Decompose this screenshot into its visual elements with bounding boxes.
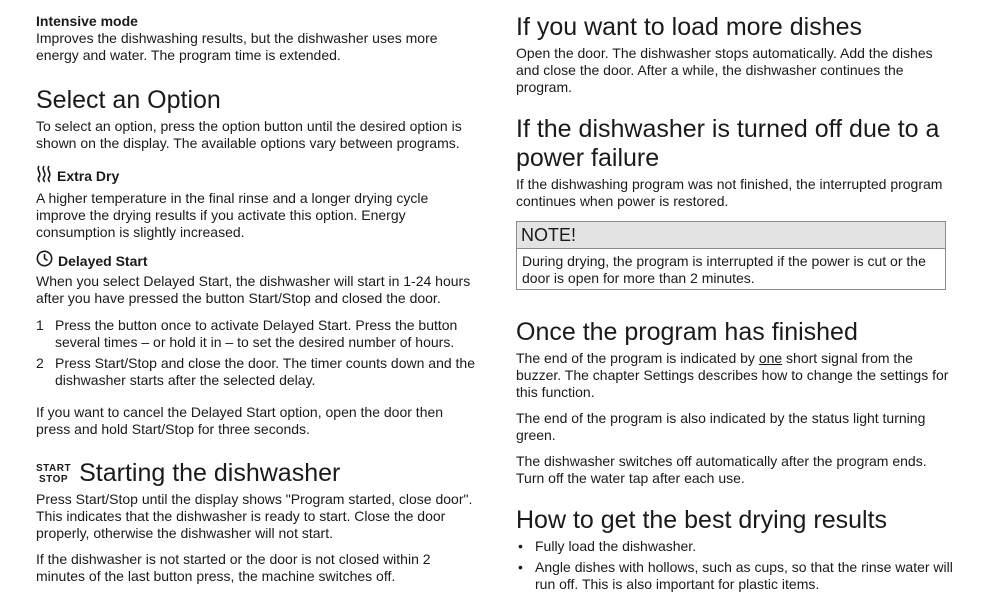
finished-text-1-underlined: one bbox=[758, 350, 783, 366]
intensive-mode-title: Intensive mode bbox=[36, 13, 138, 29]
finished-text-1-end: short signal from the buzzer. The chapter Settings describes how to change the settings for this function. bbox=[516, 350, 949, 400]
finished-heading: Once the program has finished bbox=[516, 318, 858, 346]
select-option-heading: Select an Option bbox=[36, 86, 221, 114]
finished-text-1-start: The end of the program is indicated by bbox=[516, 350, 759, 366]
delayed-start-cancel-text: If you want to cancel the Delayed Start option, open the door then press and hold Start/Stop for three seconds. bbox=[36, 404, 444, 437]
extra-dry-header bbox=[36, 165, 476, 187]
note-label: NOTE! bbox=[517, 222, 945, 249]
starting-header bbox=[36, 459, 476, 488]
step-number: 1 bbox=[36, 317, 44, 333]
drying-heading: How to get the best drying results bbox=[516, 506, 888, 534]
list-item: • Angle dishes with hollows, such as cups, so that the rinse water will run off. This is also important for plastic items. bbox=[516, 559, 956, 593]
extra-dry-text: A higher temperature in the final rinse and a longer drying cycle improve the drying results if you activate this option. Energy consumption is slightly increased. bbox=[36, 190, 429, 240]
finished-section bbox=[516, 318, 956, 487]
note-text: During drying, the program is interrupted if the power is cut or the door is open for more than 2 minutes. bbox=[522, 253, 926, 286]
start-stop-icon-bottom: STOP bbox=[39, 473, 69, 485]
intensive-mode-text: Improves the dishwashing results, but the dishwasher uses more energy and water. The program time is extended. bbox=[36, 30, 438, 63]
load-more-text: Open the door. The dishwasher stops automatically. Add the dishes and close the door. After a while, the dishwasher continues the program. bbox=[516, 45, 933, 95]
step-text: Press the button once to activate Delayed Start. Press the button several times – or hold it in – to set the desired number of hours. bbox=[55, 317, 458, 350]
start-stop-icon bbox=[36, 463, 71, 485]
start-stop-icon-top: START bbox=[36, 462, 72, 474]
note-box bbox=[516, 221, 946, 290]
step-text: Press Start/Stop and close the door. The timer counts down and the dishwasher starts after the selected delay. bbox=[55, 355, 475, 388]
list-item bbox=[36, 317, 476, 351]
delayed-start-section bbox=[36, 250, 476, 438]
starting-heading: Starting the dishwasher bbox=[79, 459, 341, 487]
select-option-section bbox=[36, 86, 476, 152]
extra-dry-section bbox=[36, 165, 476, 241]
power-failure-heading: If the dishwasher is turned off due to a power failure bbox=[516, 115, 940, 172]
delayed-start-text: When you select Delayed Start, the dishwasher will start in 1-24 hours after you have pressed the button Start/Stop and closed the door. bbox=[36, 273, 471, 306]
list-item: • Fully load the dishwasher. bbox=[516, 538, 956, 555]
finished-text-1 bbox=[516, 350, 956, 401]
load-more-heading: If you want to load more dishes bbox=[516, 13, 863, 41]
finished-text-3: The dishwasher switches off automatically after the program ends. Turn off the water tap after each use. bbox=[516, 453, 927, 486]
drying-section bbox=[516, 506, 956, 593]
finished-text-2: The end of the program is also indicated by the status light turning green. bbox=[516, 410, 926, 443]
starting-text-1: Press Start/Stop until the display shows "Program started, close door". This indicates that the dishwasher is ready to start. Close the door properly, otherwise the dishwasher will not start. bbox=[36, 491, 473, 541]
select-option-text: To select an option, press the option button until the desired option is shown on the display. The available options vary between programs. bbox=[36, 118, 462, 151]
intensive-mode-section bbox=[36, 13, 476, 64]
steam-dry-icon bbox=[36, 165, 52, 187]
starting-section bbox=[36, 459, 476, 585]
extra-dry-title: Extra Dry bbox=[57, 168, 120, 184]
clock-icon bbox=[36, 250, 53, 271]
power-failure-section bbox=[516, 115, 956, 210]
delayed-start-title: Delayed Start bbox=[58, 252, 148, 269]
starting-text-2: If the dishwasher is not started or the door is not closed within 2 minutes of the last button press, the machine switches off. bbox=[36, 551, 431, 584]
delayed-start-steps bbox=[36, 317, 476, 389]
step-number: 2 bbox=[36, 355, 44, 371]
delayed-start-header bbox=[36, 250, 476, 271]
drying-bullets bbox=[516, 538, 956, 593]
power-failure-text: If the dishwashing program was not finished, the interrupted program continues when power is restored. bbox=[516, 176, 943, 209]
list-item bbox=[36, 355, 476, 389]
load-more-section bbox=[516, 13, 956, 96]
